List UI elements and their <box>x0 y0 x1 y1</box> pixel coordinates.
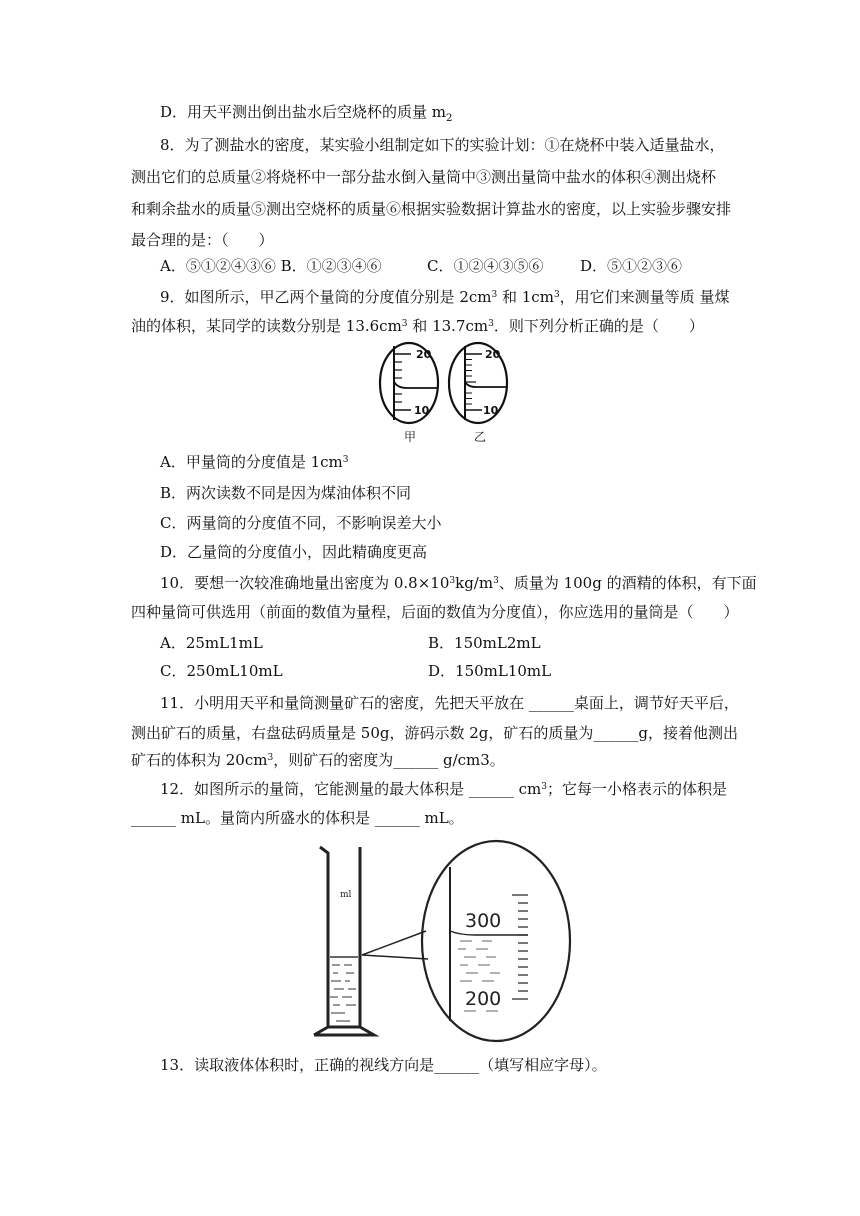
q10-line-2: 四种量筒可供选用（前面的数值为量程，后面的数值为分度值），你应选用的量筒是（ ） <box>131 603 739 621</box>
q10-text-c: 、质量为 100g 的酒精的体积，有下面 <box>498 574 757 592</box>
q9-cylinders-figure <box>376 340 516 445</box>
jia-tick-10: 10 <box>414 404 430 417</box>
q7-option-d-text: D．用天平测出倒出盐水后空烧杯的质量 m <box>160 103 447 121</box>
q12-line-1 <box>160 779 727 799</box>
q9-text-f: ．则下列分析正确的是（ ） <box>493 317 704 335</box>
yi-tick-20: 20 <box>485 348 501 361</box>
q9-option-a <box>160 452 349 472</box>
q12-cylinder-figure <box>300 835 585 1045</box>
q12-text-a: 12．如图所示的量筒，它能测量的最大体积是 ______ cm <box>160 780 542 798</box>
q11-line-1: 11．小明用天平和量筒测量矿石的密度，先把天平放在 ______桌面上，调节好天平后， <box>160 694 739 712</box>
magnifier-pointer <box>362 931 428 959</box>
q10-sup: 3 <box>493 576 499 586</box>
q8-option-ab: A．⑤①②④③⑥ B．①②③④⑥ <box>160 257 382 275</box>
q13-line: 13．读取液体体积时，正确的视线方向是______（填写相应字母）。 <box>160 1056 607 1074</box>
q9-text-e: 和 13.7cm <box>407 317 489 335</box>
q9-sup: 3 <box>342 455 349 465</box>
q8-line-1: 8．为了测盐水的密度，某实验小组制定如下的实验计划：①在烧杯中装入适量盐水， <box>160 136 725 154</box>
q10-text-a: 10．要想一次较准确地量出密度为 0.8×10 <box>160 574 450 592</box>
q9-option-d: D．乙量筒的分度值小，因此精确度更高 <box>160 543 428 561</box>
q9-sup: 3 <box>491 290 498 300</box>
q10-option-b: B．150mL2mL <box>428 634 541 652</box>
q12-text-b: ；它每一小格表示的体积是 <box>546 780 727 798</box>
q10-sup: 3 <box>449 576 456 586</box>
label-yi: 乙 <box>474 430 487 444</box>
q11-line-2: 测出矿石的质量，右盘砝码质量是 50g，游码示数 2g，矿石的质量为______g，接着他测出 <box>131 724 738 742</box>
q10-text-b: kg/m <box>455 574 494 592</box>
q8-line-3: 和剩余盐水的质量⑤测出空烧杯的质量⑥根据实验数据计算盐水的密度，以上实验步骤安排 <box>131 200 732 218</box>
magnified-tick-300: 300 <box>465 910 502 932</box>
q11-text-a: 矿石的体积为 20cm <box>131 751 268 769</box>
q9-text-a: 9．如图所示，甲乙两个量筒的分度值分别是 2cm <box>160 288 492 306</box>
q9-sup: 3 <box>488 319 494 329</box>
cylinder-unit: ml <box>340 890 352 900</box>
q12-sup: 3 <box>541 782 547 792</box>
jia-tick-20: 20 <box>416 348 432 361</box>
q9-text-b: 和 1cm <box>497 288 554 306</box>
yi-tick-10: 10 <box>483 404 499 417</box>
q8-option-d: D．⑤①②③⑥ <box>580 257 683 275</box>
magnified-view <box>422 841 570 1041</box>
q10-option-d: D．150mL10mL <box>428 662 552 680</box>
q9-option-c: C．两量筒的分度值不同，不影响误差大小 <box>160 514 442 532</box>
q9-text-d: 油的体积，某同学的读数分别是 13.6cm <box>131 317 402 335</box>
q9-sup: 3 <box>553 290 560 300</box>
q10-option-c: C．250mL10mL <box>160 662 283 680</box>
q9-line-2 <box>131 316 704 336</box>
q8-option-c: C．①②④③⑤⑥ <box>427 257 544 275</box>
q9-line-1 <box>160 287 729 307</box>
q10-option-a: A．25mL1mL <box>160 634 263 652</box>
q9-option-a-text: A．甲量筒的分度值是 1cm <box>160 453 343 471</box>
q7-option-d <box>160 102 452 129</box>
q11-text-b: ，则矿石的密度为______ g/cm3。 <box>273 751 505 769</box>
label-jia: 甲 <box>404 430 417 444</box>
q12-line-2: ______ mL。量筒内所盛水的体积是 ______ mL。 <box>131 809 464 827</box>
q10-line-1 <box>160 573 757 593</box>
q8-line-2: 测出它们的总质量②将烧杯中一部分盐水倒入量筒中③测出量筒中盐水的体积④测出烧杯 <box>131 168 717 186</box>
q11-line-3 <box>131 750 505 770</box>
q9-sup: 3 <box>401 319 408 329</box>
q9-option-b: B．两次读数不同是因为煤油体积不同 <box>160 484 412 502</box>
q8-line-4: 最合理的是：（ ） <box>131 231 274 249</box>
q7-subscript: 2 <box>446 113 453 124</box>
graduated-cylinder <box>314 847 374 1035</box>
q11-sup: 3 <box>267 753 274 763</box>
q9-text-c: ，用它们来测量等质 量煤 <box>559 288 730 306</box>
magnified-tick-200: 200 <box>465 988 502 1010</box>
